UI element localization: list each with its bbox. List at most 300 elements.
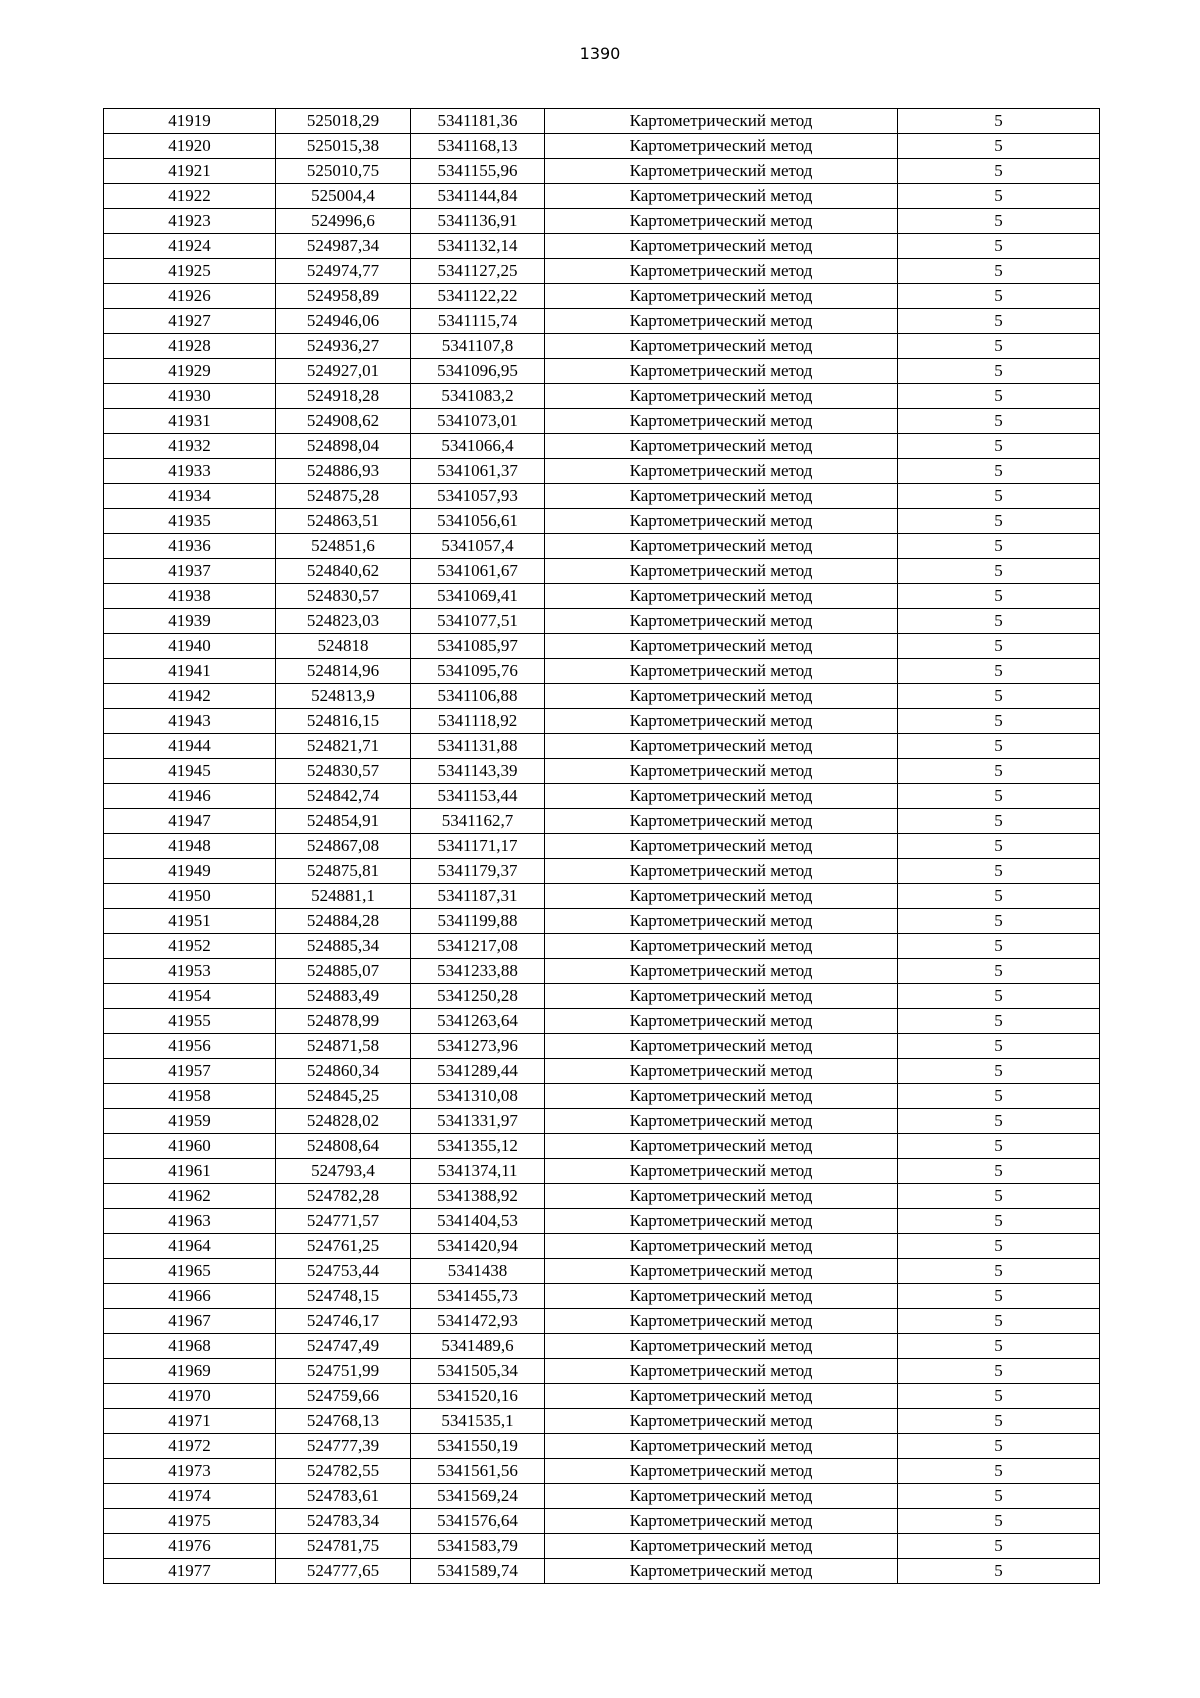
accuracy-cell: 5 [898, 434, 1100, 459]
method-cell: Картометрический метод [545, 909, 898, 934]
x-coordinate-cell: 524871,58 [276, 1034, 411, 1059]
table-row [104, 809, 1100, 834]
method-cell: Картометрический метод [545, 934, 898, 959]
y-coordinate-cell: 5341199,88 [411, 909, 545, 934]
table-row [104, 1534, 1100, 1559]
point-number-cell: 41972 [104, 1434, 276, 1459]
point-number-cell: 41931 [104, 409, 276, 434]
x-coordinate-cell: 524747,49 [276, 1334, 411, 1359]
point-number-cell: 41954 [104, 984, 276, 1009]
y-coordinate-cell: 5341388,92 [411, 1184, 545, 1209]
method-cell: Картометрический метод [545, 1409, 898, 1434]
y-coordinate-cell: 5341106,88 [411, 684, 545, 709]
point-number-cell: 41975 [104, 1509, 276, 1534]
point-number-cell: 41924 [104, 234, 276, 259]
x-coordinate-cell: 524958,89 [276, 284, 411, 309]
table-row [104, 1259, 1100, 1284]
x-coordinate-cell: 524996,6 [276, 209, 411, 234]
accuracy-cell: 5 [898, 109, 1100, 134]
method-cell: Картометрический метод [545, 309, 898, 334]
accuracy-cell: 5 [898, 159, 1100, 184]
accuracy-cell: 5 [898, 809, 1100, 834]
point-number-cell: 41957 [104, 1059, 276, 1084]
method-cell: Картометрический метод [545, 859, 898, 884]
point-number-cell: 41934 [104, 484, 276, 509]
method-cell: Картометрический метод [545, 634, 898, 659]
table-row [104, 659, 1100, 684]
point-number-cell: 41932 [104, 434, 276, 459]
accuracy-cell: 5 [898, 909, 1100, 934]
method-cell: Картометрический метод [545, 1484, 898, 1509]
method-cell: Картометрический метод [545, 784, 898, 809]
x-coordinate-cell: 524927,01 [276, 359, 411, 384]
table-row [104, 384, 1100, 409]
point-number-cell: 41940 [104, 634, 276, 659]
method-cell: Картометрический метод [545, 159, 898, 184]
method-cell: Картометрический метод [545, 209, 898, 234]
x-coordinate-cell: 524845,25 [276, 1084, 411, 1109]
method-cell: Картометрический метод [545, 509, 898, 534]
accuracy-cell: 5 [898, 1134, 1100, 1159]
method-cell: Картометрический метод [545, 459, 898, 484]
method-cell: Картометрический метод [545, 334, 898, 359]
method-cell: Картометрический метод [545, 1034, 898, 1059]
point-number-cell: 41941 [104, 659, 276, 684]
table-row [104, 609, 1100, 634]
x-coordinate-cell: 525018,29 [276, 109, 411, 134]
table-row [104, 534, 1100, 559]
accuracy-cell: 5 [898, 409, 1100, 434]
y-coordinate-cell: 5341310,08 [411, 1084, 545, 1109]
table-row [104, 959, 1100, 984]
accuracy-cell: 5 [898, 384, 1100, 409]
table-row [104, 1509, 1100, 1534]
point-number-cell: 41952 [104, 934, 276, 959]
table-row [104, 684, 1100, 709]
method-cell: Картометрический метод [545, 384, 898, 409]
accuracy-cell: 5 [898, 1409, 1100, 1434]
y-coordinate-cell: 5341472,93 [411, 1309, 545, 1334]
table-row [104, 1284, 1100, 1309]
x-coordinate-cell: 524782,55 [276, 1459, 411, 1484]
accuracy-cell: 5 [898, 334, 1100, 359]
method-cell: Картометрический метод [545, 584, 898, 609]
method-cell: Картометрический метод [545, 1309, 898, 1334]
y-coordinate-cell: 5341576,64 [411, 1509, 545, 1534]
point-number-cell: 41973 [104, 1459, 276, 1484]
x-coordinate-cell: 524918,28 [276, 384, 411, 409]
x-coordinate-cell: 524768,13 [276, 1409, 411, 1434]
accuracy-cell: 5 [898, 1559, 1100, 1584]
x-coordinate-cell: 524867,08 [276, 834, 411, 859]
x-coordinate-cell: 524875,28 [276, 484, 411, 509]
accuracy-cell: 5 [898, 559, 1100, 584]
y-coordinate-cell: 5341289,44 [411, 1059, 545, 1084]
point-number-cell: 41958 [104, 1084, 276, 1109]
point-number-cell: 41923 [104, 209, 276, 234]
point-number-cell: 41969 [104, 1359, 276, 1384]
point-number-cell: 41930 [104, 384, 276, 409]
accuracy-cell: 5 [898, 1084, 1100, 1109]
point-number-cell: 41948 [104, 834, 276, 859]
table-row [104, 1459, 1100, 1484]
y-coordinate-cell: 5341181,36 [411, 109, 545, 134]
y-coordinate-cell: 5341233,88 [411, 959, 545, 984]
point-number-cell: 41968 [104, 1334, 276, 1359]
x-coordinate-cell: 524936,27 [276, 334, 411, 359]
method-cell: Картометрический метод [545, 609, 898, 634]
method-cell: Картометрический метод [545, 734, 898, 759]
table-row [104, 584, 1100, 609]
method-cell: Картометрический метод [545, 1259, 898, 1284]
point-number-cell: 41925 [104, 259, 276, 284]
table-row [104, 509, 1100, 534]
table-row [104, 1184, 1100, 1209]
point-number-cell: 41929 [104, 359, 276, 384]
y-coordinate-cell: 5341420,94 [411, 1234, 545, 1259]
y-coordinate-cell: 5341550,19 [411, 1434, 545, 1459]
x-coordinate-cell: 524771,57 [276, 1209, 411, 1234]
x-coordinate-cell: 525010,75 [276, 159, 411, 184]
accuracy-cell: 5 [898, 1109, 1100, 1134]
table-row [104, 559, 1100, 584]
accuracy-cell: 5 [898, 659, 1100, 684]
table-row [104, 1234, 1100, 1259]
y-coordinate-cell: 5341217,08 [411, 934, 545, 959]
y-coordinate-cell: 5341061,37 [411, 459, 545, 484]
point-number-cell: 41935 [104, 509, 276, 534]
method-cell: Картометрический метод [545, 1134, 898, 1159]
table-row [104, 859, 1100, 884]
accuracy-cell: 5 [898, 1209, 1100, 1234]
table-row [104, 784, 1100, 809]
accuracy-cell: 5 [898, 134, 1100, 159]
y-coordinate-cell: 5341122,22 [411, 284, 545, 309]
method-cell: Картометрический метод [545, 409, 898, 434]
accuracy-cell: 5 [898, 484, 1100, 509]
accuracy-cell: 5 [898, 259, 1100, 284]
x-coordinate-cell: 524821,71 [276, 734, 411, 759]
table-row [104, 209, 1100, 234]
point-number-cell: 41919 [104, 109, 276, 134]
method-cell: Картометрический метод [545, 1334, 898, 1359]
table-row [104, 259, 1100, 284]
x-coordinate-cell: 524761,25 [276, 1234, 411, 1259]
point-number-cell: 41947 [104, 809, 276, 834]
x-coordinate-cell: 524860,34 [276, 1059, 411, 1084]
method-cell: Картометрический метод [545, 709, 898, 734]
accuracy-cell: 5 [898, 359, 1100, 384]
x-coordinate-cell: 524814,96 [276, 659, 411, 684]
accuracy-cell: 5 [898, 984, 1100, 1009]
x-coordinate-cell: 524751,99 [276, 1359, 411, 1384]
accuracy-cell: 5 [898, 634, 1100, 659]
table-row [104, 1334, 1100, 1359]
y-coordinate-cell: 5341583,79 [411, 1534, 545, 1559]
point-number-cell: 41967 [104, 1309, 276, 1334]
point-number-cell: 41945 [104, 759, 276, 784]
point-number-cell: 41944 [104, 734, 276, 759]
y-coordinate-cell: 5341250,28 [411, 984, 545, 1009]
accuracy-cell: 5 [898, 684, 1100, 709]
accuracy-cell: 5 [898, 834, 1100, 859]
y-coordinate-cell: 5341455,73 [411, 1284, 545, 1309]
x-coordinate-cell: 524875,81 [276, 859, 411, 884]
table-row [104, 1159, 1100, 1184]
accuracy-cell: 5 [898, 734, 1100, 759]
table-row [104, 909, 1100, 934]
y-coordinate-cell: 5341118,92 [411, 709, 545, 734]
x-coordinate-cell: 524987,34 [276, 234, 411, 259]
x-coordinate-cell: 524813,9 [276, 684, 411, 709]
accuracy-cell: 5 [898, 534, 1100, 559]
y-coordinate-cell: 5341107,8 [411, 334, 545, 359]
accuracy-cell: 5 [898, 309, 1100, 334]
point-number-cell: 41955 [104, 1009, 276, 1034]
y-coordinate-cell: 5341171,17 [411, 834, 545, 859]
table-row [104, 1309, 1100, 1334]
table-row [104, 284, 1100, 309]
point-number-cell: 41922 [104, 184, 276, 209]
table-row [104, 1434, 1100, 1459]
point-number-cell: 41949 [104, 859, 276, 884]
point-number-cell: 41959 [104, 1109, 276, 1134]
method-cell: Картометрический метод [545, 234, 898, 259]
point-number-cell: 41936 [104, 534, 276, 559]
coordinates-table [103, 108, 1100, 1584]
method-cell: Картометрический метод [545, 259, 898, 284]
point-number-cell: 41970 [104, 1384, 276, 1409]
y-coordinate-cell: 5341520,16 [411, 1384, 545, 1409]
table-row [104, 1034, 1100, 1059]
y-coordinate-cell: 5341073,01 [411, 409, 545, 434]
method-cell: Картометрический метод [545, 1234, 898, 1259]
method-cell: Картометрический метод [545, 434, 898, 459]
method-cell: Картометрический метод [545, 759, 898, 784]
y-coordinate-cell: 5341331,97 [411, 1109, 545, 1134]
accuracy-cell: 5 [898, 1509, 1100, 1534]
accuracy-cell: 5 [898, 184, 1100, 209]
point-number-cell: 41966 [104, 1284, 276, 1309]
y-coordinate-cell: 5341061,67 [411, 559, 545, 584]
method-cell: Картометрический метод [545, 959, 898, 984]
x-coordinate-cell: 524753,44 [276, 1259, 411, 1284]
y-coordinate-cell: 5341132,14 [411, 234, 545, 259]
x-coordinate-cell: 524782,28 [276, 1184, 411, 1209]
table-row [104, 1009, 1100, 1034]
x-coordinate-cell: 524908,62 [276, 409, 411, 434]
x-coordinate-cell: 524746,17 [276, 1309, 411, 1334]
table-row [104, 1559, 1100, 1584]
table-row [104, 734, 1100, 759]
accuracy-cell: 5 [898, 1159, 1100, 1184]
y-coordinate-cell: 5341438 [411, 1259, 545, 1284]
y-coordinate-cell: 5341057,93 [411, 484, 545, 509]
accuracy-cell: 5 [898, 1009, 1100, 1034]
accuracy-cell: 5 [898, 1359, 1100, 1384]
method-cell: Картометрический метод [545, 1184, 898, 1209]
y-coordinate-cell: 5341273,96 [411, 1034, 545, 1059]
y-coordinate-cell: 5341115,74 [411, 309, 545, 334]
y-coordinate-cell: 5341069,41 [411, 584, 545, 609]
table-row [104, 934, 1100, 959]
table-row [104, 484, 1100, 509]
method-cell: Картометрический метод [545, 184, 898, 209]
point-number-cell: 41942 [104, 684, 276, 709]
point-number-cell: 41938 [104, 584, 276, 609]
x-coordinate-cell: 524830,57 [276, 759, 411, 784]
method-cell: Картометрический метод [545, 1059, 898, 1084]
method-cell: Картометрический метод [545, 1434, 898, 1459]
table-row [104, 234, 1100, 259]
y-coordinate-cell: 5341136,91 [411, 209, 545, 234]
method-cell: Картометрический метод [545, 1084, 898, 1109]
point-number-cell: 41928 [104, 334, 276, 359]
point-number-cell: 41962 [104, 1184, 276, 1209]
y-coordinate-cell: 5341404,53 [411, 1209, 545, 1234]
point-number-cell: 41926 [104, 284, 276, 309]
method-cell: Картометрический метод [545, 534, 898, 559]
point-number-cell: 41963 [104, 1209, 276, 1234]
x-coordinate-cell: 524830,57 [276, 584, 411, 609]
y-coordinate-cell: 5341162,7 [411, 809, 545, 834]
accuracy-cell: 5 [898, 709, 1100, 734]
accuracy-cell: 5 [898, 1034, 1100, 1059]
method-cell: Картометрический метод [545, 1459, 898, 1484]
table-row [104, 409, 1100, 434]
point-number-cell: 41964 [104, 1234, 276, 1259]
page-number: 1390 [579, 44, 621, 63]
method-cell: Картометрический метод [545, 559, 898, 584]
point-number-cell: 41965 [104, 1259, 276, 1284]
coordinates-table-body [104, 109, 1100, 1584]
x-coordinate-cell: 524851,6 [276, 534, 411, 559]
point-number-cell: 41951 [104, 909, 276, 934]
point-number-cell: 41939 [104, 609, 276, 634]
y-coordinate-cell: 5341083,2 [411, 384, 545, 409]
x-coordinate-cell: 524818 [276, 634, 411, 659]
y-coordinate-cell: 5341355,12 [411, 1134, 545, 1159]
point-number-cell: 41933 [104, 459, 276, 484]
accuracy-cell: 5 [898, 234, 1100, 259]
method-cell: Картометрический метод [545, 1509, 898, 1534]
x-coordinate-cell: 524886,93 [276, 459, 411, 484]
x-coordinate-cell: 524898,04 [276, 434, 411, 459]
table-row [104, 1109, 1100, 1134]
x-coordinate-cell: 524885,34 [276, 934, 411, 959]
y-coordinate-cell: 5341489,6 [411, 1334, 545, 1359]
y-coordinate-cell: 5341263,64 [411, 1009, 545, 1034]
x-coordinate-cell: 524828,02 [276, 1109, 411, 1134]
accuracy-cell: 5 [898, 1234, 1100, 1259]
point-number-cell: 41971 [104, 1409, 276, 1434]
x-coordinate-cell: 524783,61 [276, 1484, 411, 1509]
y-coordinate-cell: 5341505,34 [411, 1359, 545, 1384]
method-cell: Картометрический метод [545, 884, 898, 909]
method-cell: Картометрический метод [545, 1109, 898, 1134]
table-row [104, 434, 1100, 459]
point-number-cell: 41921 [104, 159, 276, 184]
y-coordinate-cell: 5341569,24 [411, 1484, 545, 1509]
accuracy-cell: 5 [898, 1259, 1100, 1284]
y-coordinate-cell: 5341153,44 [411, 784, 545, 809]
x-coordinate-cell: 524881,1 [276, 884, 411, 909]
method-cell: Картометрический метод [545, 1159, 898, 1184]
accuracy-cell: 5 [898, 784, 1100, 809]
accuracy-cell: 5 [898, 609, 1100, 634]
accuracy-cell: 5 [898, 1184, 1100, 1209]
method-cell: Картометрический метод [545, 1284, 898, 1309]
accuracy-cell: 5 [898, 584, 1100, 609]
method-cell: Картометрический метод [545, 684, 898, 709]
x-coordinate-cell: 524783,34 [276, 1509, 411, 1534]
y-coordinate-cell: 5341535,1 [411, 1409, 545, 1434]
y-coordinate-cell: 5341143,39 [411, 759, 545, 784]
point-number-cell: 41950 [104, 884, 276, 909]
table-row [104, 1384, 1100, 1409]
point-number-cell: 41943 [104, 709, 276, 734]
accuracy-cell: 5 [898, 759, 1100, 784]
y-coordinate-cell: 5341096,95 [411, 359, 545, 384]
method-cell: Картометрический метод [545, 1384, 898, 1409]
x-coordinate-cell: 524793,4 [276, 1159, 411, 1184]
table-row [104, 1484, 1100, 1509]
accuracy-cell: 5 [898, 959, 1100, 984]
method-cell: Картометрический метод [545, 1534, 898, 1559]
x-coordinate-cell: 525004,4 [276, 184, 411, 209]
table-row [104, 834, 1100, 859]
x-coordinate-cell: 524863,51 [276, 509, 411, 534]
accuracy-cell: 5 [898, 284, 1100, 309]
x-coordinate-cell: 524946,06 [276, 309, 411, 334]
accuracy-cell: 5 [898, 934, 1100, 959]
table-row [104, 709, 1100, 734]
method-cell: Картометрический метод [545, 359, 898, 384]
y-coordinate-cell: 5341066,4 [411, 434, 545, 459]
y-coordinate-cell: 5341168,13 [411, 134, 545, 159]
y-coordinate-cell: 5341127,25 [411, 259, 545, 284]
table-row [104, 1409, 1100, 1434]
y-coordinate-cell: 5341374,11 [411, 1159, 545, 1184]
method-cell: Картометрический метод [545, 284, 898, 309]
point-number-cell: 41961 [104, 1159, 276, 1184]
method-cell: Картометрический метод [545, 134, 898, 159]
method-cell: Картометрический метод [545, 834, 898, 859]
x-coordinate-cell: 524840,62 [276, 559, 411, 584]
point-number-cell: 41956 [104, 1034, 276, 1059]
table-row [104, 459, 1100, 484]
accuracy-cell: 5 [898, 859, 1100, 884]
x-coordinate-cell: 524854,91 [276, 809, 411, 834]
point-number-cell: 41927 [104, 309, 276, 334]
method-cell: Картометрический метод [545, 984, 898, 1009]
accuracy-cell: 5 [898, 1534, 1100, 1559]
table-row [104, 334, 1100, 359]
table-row [104, 1209, 1100, 1234]
accuracy-cell: 5 [898, 1434, 1100, 1459]
y-coordinate-cell: 5341589,74 [411, 1559, 545, 1584]
table-row [104, 134, 1100, 159]
table-row [104, 184, 1100, 209]
method-cell: Картометрический метод [545, 659, 898, 684]
accuracy-cell: 5 [898, 1334, 1100, 1359]
x-coordinate-cell: 524759,66 [276, 1384, 411, 1409]
table-row [104, 159, 1100, 184]
y-coordinate-cell: 5341155,96 [411, 159, 545, 184]
y-coordinate-cell: 5341085,97 [411, 634, 545, 659]
method-cell: Картометрический метод [545, 1559, 898, 1584]
accuracy-cell: 5 [898, 1459, 1100, 1484]
